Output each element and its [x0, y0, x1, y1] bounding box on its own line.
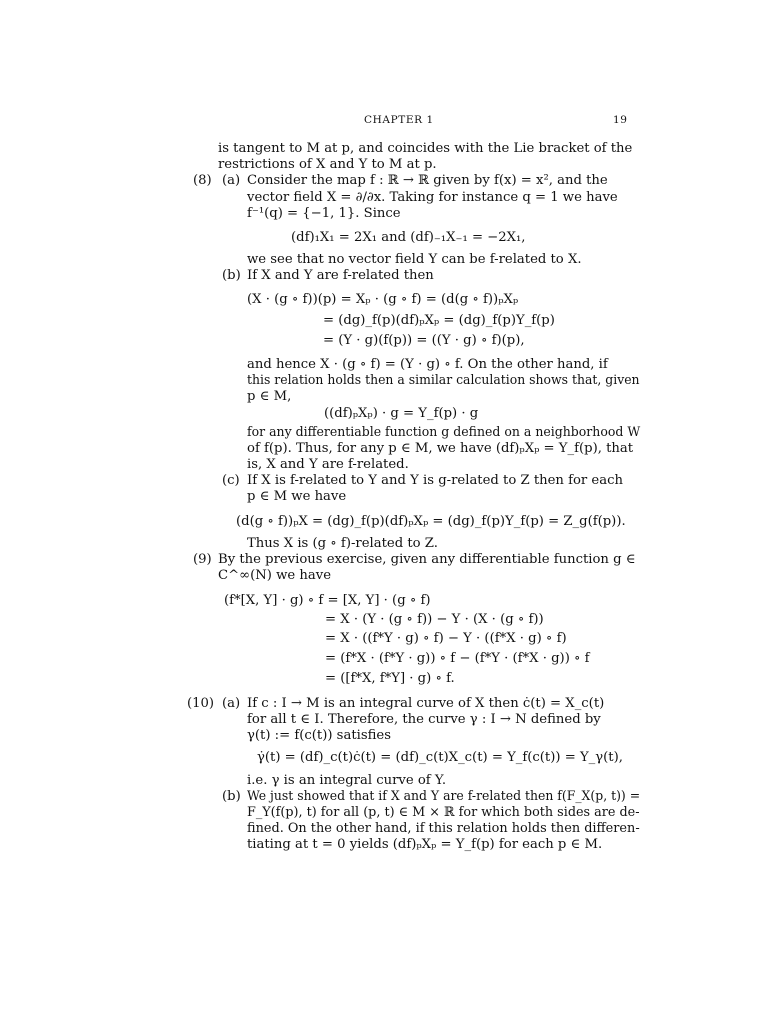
item-10b-line-1: We just showed that if X and Y are f-related then f(F_X(p, t)) =	[247, 789, 641, 804]
item-9-equation-1: (f*[X, Y] · g) ∘ f = [X, Y] · (g ∘ f)	[224, 593, 431, 608]
item-9-equation-5: = ([f*X, f*Y] · g) ∘ f.	[325, 671, 455, 686]
item-9-equation-4: = (f*X · (f*Y · g)) ∘ f − (f*Y · (f*X · g)) ∘ f	[325, 651, 590, 666]
item-10a-line-4: i.e. γ is an integral curve of Y.	[247, 773, 447, 788]
item-8c-line-3: Thus X is (g ∘ f)-related to Z.	[247, 536, 438, 551]
item-8b-equation-3: = (Y · g)(f(p)) = ((Y · g) ∘ f)(p),	[323, 333, 525, 348]
item-8b-equation-2: = (dg)_f(p)(df)ₚXₚ = (dg)_f(p)Y_f(p)	[323, 313, 555, 328]
item-8a-line-4: we see that no vector field Y can be f-related to X.	[247, 252, 582, 267]
intro-line-2: restrictions of X and Y to M at p.	[218, 157, 437, 172]
item-10a-label: (a)	[222, 696, 241, 711]
item-10b-label: (b)	[222, 789, 241, 804]
item-8a-line-3: f⁻¹(q) = {−1, 1}. Since	[247, 206, 401, 221]
item-10a-line-2: for all t ∈ I. Therefore, the curve γ : I → N defined by	[247, 712, 601, 727]
item-8b-label: (b)	[222, 268, 241, 283]
item-8c-line-1: If X is f-related to Y and Y is g-related to Z then for each	[247, 473, 623, 488]
item-9-equation-2: = X · (Y · (g ∘ f)) − Y · (X · (g ∘ f))	[325, 612, 544, 627]
item-9-line-2: C^∞(N) we have	[218, 568, 332, 583]
running-head: CHAPTER 1	[364, 114, 434, 126]
item-8a-label: (a)	[222, 173, 241, 188]
item-10a-equation: γ̇(t) = (df)_c(t)ċ(t) = (df)_c(t)X_c(t) = Y_f(c(t)) = Y_γ(t),	[257, 750, 623, 765]
item-9-line-1: By the previous exercise, given any differentiable function g ∈	[218, 552, 636, 567]
item-8c-equation: (d(g ∘ f))ₚX = (dg)_f(p)(df)ₚXₚ = (dg)_f(p)Y_f(p) = Z_g(f(p)).	[236, 514, 626, 529]
item-8b-line-4: p ∈ M,	[247, 389, 292, 404]
page-number: 19	[613, 114, 628, 126]
item-10-label: (10)	[187, 696, 215, 711]
item-8a-line-1: Consider the map f : ℝ → ℝ given by f(x) = x², and the	[247, 173, 608, 188]
item-9-label: (9)	[193, 552, 212, 567]
item-8c-line-2: p ∈ M we have	[247, 489, 347, 504]
item-8b-equation-4: ((df)ₚXₚ) · g = Y_f(p) · g	[324, 406, 479, 421]
item-8a-line-2: vector field X = ∂/∂x. Taking for instance q = 1 we have	[247, 190, 618, 205]
intro-line-1: is tangent to M at p, and coincides with the Lie bracket of the	[218, 141, 633, 156]
item-8a-equation: (df)₁X₁ = 2X₁ and (df)₋₁X₋₁ = −2X₁,	[291, 230, 526, 245]
item-10b-line-3: fined. On the other hand, if this relation holds then differen-	[247, 821, 640, 836]
item-8b-equation-1: (X · (g ∘ f))(p) = Xₚ · (g ∘ f) = (d(g ∘ f))ₚXₚ	[247, 292, 519, 307]
item-8b-line-5: for any differentiable function g defined on a neighborhood W	[247, 425, 641, 440]
item-8b-line-1: If X and Y are f-related then	[247, 268, 434, 283]
item-8b-line-7: is, X and Y are f-related.	[247, 457, 409, 472]
item-10a-line-1: If c : I → M is an integral curve of X then ċ(t) = X_c(t)	[247, 696, 605, 711]
item-10b-line-4: tiating at t = 0 yields (df)ₚXₚ = Y_f(p) for each p ∈ M.	[247, 837, 603, 852]
item-8b-line-3: this relation holds then a similar calculation shows that, given	[247, 373, 640, 388]
item-10b-line-2: F_Y(f(p), t) for all (p, t) ∈ M × ℝ for which both sides are de-	[247, 805, 640, 820]
item-8c-label: (c)	[222, 473, 240, 488]
item-8-label: (8)	[193, 173, 212, 188]
item-8b-line-2: and hence X · (g ∘ f) = (Y · g) ∘ f. On the other hand, if	[247, 357, 608, 372]
item-10a-line-3: γ(t) := f(c(t)) satisfies	[247, 728, 391, 743]
item-9-equation-3: = X · ((f*Y · g) ∘ f) − Y · ((f*X · g) ∘ f)	[325, 631, 567, 646]
item-8b-line-6: of f(p). Thus, for any p ∈ M, we have (df)ₚXₚ = Y_f(p), that	[247, 441, 634, 456]
